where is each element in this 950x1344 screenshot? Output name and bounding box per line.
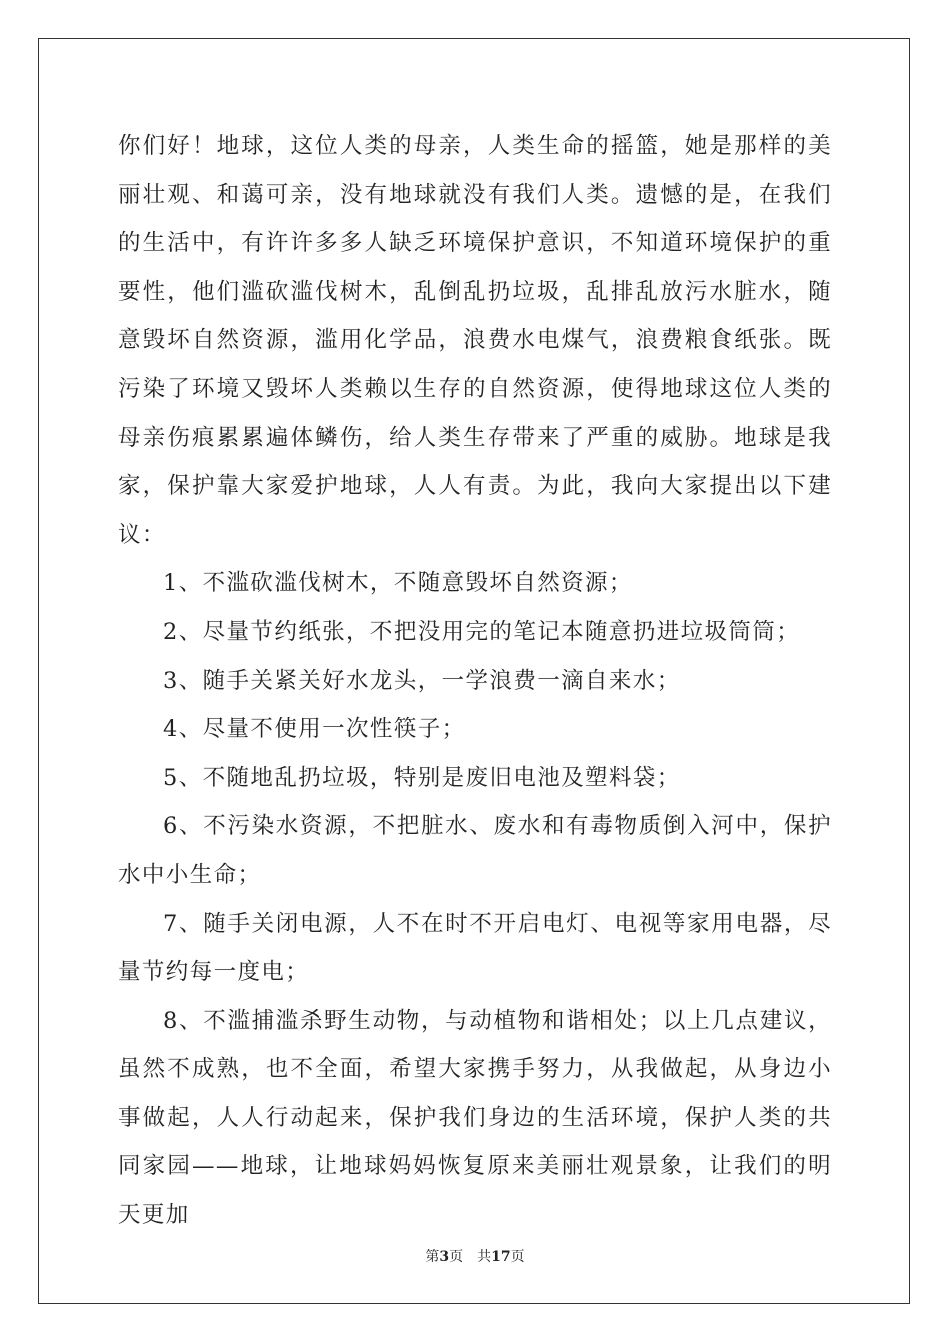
suggestion-item-1: 1、不滥砍滥伐树木，不随意毁坏自然资源；: [163, 570, 633, 597]
suggestion-item-8: 8、不滥捕滥杀野生动物，与动植物和谐相处；以上几点建议，虽然不成熟，也不全面，希望大家携手努力，从我做起，从身边小事做起，人人行动起来，保护我们身边的生活环境，保护人类的共同家园——地球，让地球妈妈恢复原来美丽壮观景象，让我们的明天更加: [118, 1007, 832, 1229]
intro-paragraph: 你们好！地球，这位人类的母亲，人类生命的摇篮，她是那样的美丽壮观、和蔼可亲，没有地球就没有我们人类。遗憾的是，在我们的生活中，有许许多多人缺乏环境保护意识，不知道环境保护的重要性，他们滥砍滥伐树木，乱倒乱扔垃圾，乱排乱放污水脏水，随意毁坏自然资源，滥用化学品，浪费水电煤气，浪费粮食纸张。既污染了环境又毁坏人类赖以生存的自然资源，使得地球这位人类的母亲伤痕累累遍体鳞伤，给人类生存带来了严重的威胁。地球是我家，保护靠大家爱护地球，人人有责。为此，我向大家提出以下建议：: [118, 133, 832, 548]
page-footer: [0, 1246, 950, 1266]
suggestion-item-3: 3、随手关紧关好水龙头，一学浪费一滴自来水；: [163, 667, 681, 694]
suggestion-item-7: 7、随手关闭电源，人不在时不开启电灯、电视等家用电器，尽量节约每一度电；: [118, 910, 832, 986]
document-body: [118, 122, 832, 1240]
page-suffix: 页: [449, 1249, 464, 1265]
total-pages: 17: [491, 1249, 511, 1265]
suggestion-item-5: 5、不随地乱扔垃圾，特别是废旧电池及塑料袋；: [163, 764, 681, 791]
total-prefix: 共: [477, 1249, 492, 1265]
suggestion-item-4: 4、尽量不使用一次性筷子；: [163, 716, 466, 743]
suggestion-item-6: 6、不污染水资源，不把脏水、废水和有毒物质倒入河中，保护水中小生命；: [118, 813, 832, 888]
suggestion-item-2: 2、尽量节约纸张，不把没用完的笔记本随意扔进垃圾筒筒；: [163, 618, 801, 645]
page-number: 3: [439, 1249, 450, 1265]
total-suffix: 页: [510, 1249, 525, 1265]
page-prefix: 第: [425, 1249, 440, 1265]
